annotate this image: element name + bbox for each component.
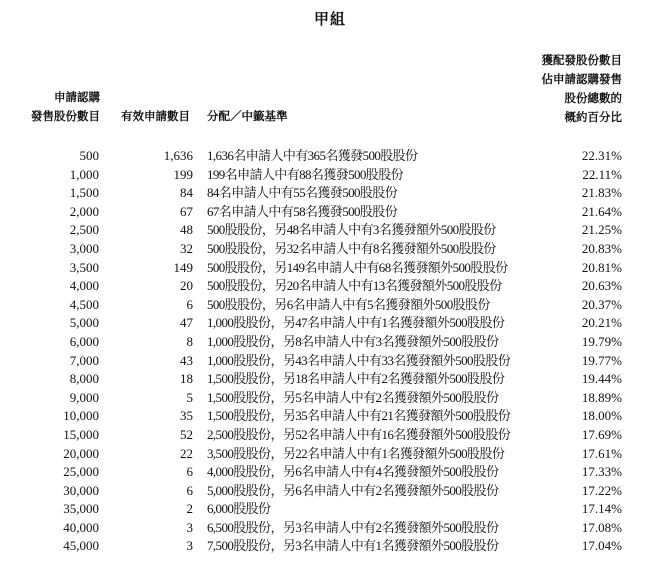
valid-applications-cell: 3: [186, 538, 193, 554]
allocation-basis-cell: 2,500股股份，另52名申請人中有16名獲發額外500股股份: [207, 426, 511, 442]
shares-applied-cell: 25,000: [63, 464, 99, 480]
valid-applications-cell: 35: [180, 408, 193, 424]
allocation-basis-cell: 7,500股股份，另3名申請人中有1名獲發額外500股股份: [207, 538, 499, 554]
valid-applications-cell: 6: [186, 464, 193, 480]
table-row: [0, 500, 660, 519]
header-valid-applications-line1: 有效申請數目: [121, 109, 190, 123]
table-row: [0, 221, 660, 240]
table-row: [0, 352, 660, 371]
table-row: [0, 519, 660, 538]
valid-applications-cell: 5: [186, 389, 193, 405]
allocation-basis-cell: 5,000股股份，另6名申請人中有2名獲發額外500股股份: [207, 482, 499, 498]
valid-applications-cell: 6: [186, 296, 193, 312]
allocation-basis-cell: 500股股份，另6名申請人中有5名獲發額外500股股份: [207, 296, 490, 312]
percentage-cell: 20.21%: [581, 315, 622, 331]
allocation-table: [0, 147, 660, 556]
shares-applied-cell: 6,000: [69, 333, 99, 349]
table-row: [0, 203, 660, 222]
valid-applications-cell: 3: [186, 519, 193, 535]
header-allocation-basis-line1: 分配／中籤基準: [207, 109, 288, 123]
valid-applications-cell: 199: [173, 166, 193, 182]
percentage-cell: 17.08%: [581, 519, 622, 535]
header-shares-applied-line2: 發售股份數目: [31, 109, 100, 123]
allocation-basis-cell: 1,500股股份，另5名申請人中有2名獲發額外500股股份: [207, 389, 499, 405]
valid-applications-cell: 47: [180, 315, 193, 331]
valid-applications-cell: 67: [180, 203, 193, 219]
percentage-cell: 19.77%: [581, 352, 622, 368]
valid-applications-cell: 8: [186, 333, 193, 349]
table-row: [0, 240, 660, 259]
valid-applications-cell: 6: [186, 482, 193, 498]
allocation-basis-cell: 1,000股股份，另43名申請人中有33名獲發額外500股股份: [207, 352, 511, 368]
valid-applications-cell: 20: [180, 278, 193, 294]
percentage-cell: 21.25%: [581, 222, 622, 238]
shares-applied-cell: 4,000: [69, 278, 99, 294]
table-row: [0, 147, 660, 166]
shares-applied-cell: 35,000: [63, 501, 99, 517]
table-row: [0, 407, 660, 426]
allocation-basis-cell: 6,500股股份，另3名申請人中有2名獲發額外500股股份: [207, 519, 499, 535]
percentage-cell: 18.00%: [581, 408, 622, 424]
shares-applied-cell: 8,000: [69, 371, 99, 387]
header-allocation-basis: [207, 107, 288, 126]
percentage-cell: 17.04%: [581, 538, 622, 554]
header-allotted-percentage-line2: 佔申請認購發售: [541, 72, 622, 86]
allocation-basis-cell: 67名申請人中有58名獲發500股股份: [207, 203, 398, 219]
percentage-cell: 21.64%: [581, 203, 622, 219]
allocation-basis-cell: 500股股份，另32名申請人中有8名獲發額外500股股份: [207, 240, 496, 256]
percentage-cell: 20.81%: [581, 259, 622, 275]
shares-applied-cell: 500: [79, 148, 99, 163]
percentage-cell: 22.31%: [581, 148, 622, 163]
header-allotted-percentage: [542, 51, 623, 127]
table-title: 甲組: [313, 10, 346, 28]
header-shares-applied: [31, 88, 100, 126]
valid-applications-cell: 48: [180, 222, 193, 238]
table-row: [0, 463, 660, 482]
valid-applications-cell: 32: [180, 240, 193, 256]
percentage-cell: 19.79%: [581, 333, 622, 349]
allocation-basis-cell: 500股股份，另149名申請人中有68名獲發額外500股股份: [207, 259, 508, 275]
header-allotted-percentage-line3: 股份總數的: [564, 91, 622, 105]
shares-applied-cell: 2,000: [69, 203, 99, 219]
shares-applied-cell: 4,500: [69, 296, 99, 312]
shares-applied-cell: 1,500: [69, 185, 99, 201]
allocation-basis-cell: 1,000股股份，另47名申請人中有1名獲發額外500股股份: [207, 315, 505, 331]
percentage-cell: 17.33%: [581, 464, 622, 480]
shares-applied-cell: 10,000: [63, 408, 99, 424]
allocation-basis-cell: 6,000股股份: [207, 501, 271, 517]
shares-applied-cell: 3,500: [69, 259, 99, 275]
percentage-cell: 17.14%: [581, 501, 622, 517]
percentage-cell: 20.63%: [581, 278, 622, 294]
valid-applications-cell: 52: [180, 426, 193, 442]
header-valid-applications: [121, 107, 190, 126]
shares-applied-cell: 40,000: [63, 519, 99, 535]
shares-applied-cell: 1,000: [69, 166, 99, 182]
percentage-cell: 20.37%: [581, 296, 622, 312]
allocation-basis-cell: 1,500股股份，另18名申請人中有2名獲發額外500股股份: [207, 371, 505, 387]
shares-applied-cell: 3,000: [69, 240, 99, 256]
valid-applications-cell: 84: [180, 185, 193, 201]
allocation-basis-cell: 1,500股股份，另35名申請人中有21名獲發額外500股股份: [207, 408, 511, 424]
allocation-basis-cell: 4,000股股份，另6名申請人中有4名獲發額外500股股份: [207, 464, 499, 480]
table-row: [0, 537, 660, 556]
valid-applications-cell: 18: [180, 371, 193, 387]
header-allotted-percentage-line1: 獲配發股份數目: [541, 53, 622, 67]
table-row: [0, 277, 660, 296]
table-row: [0, 426, 660, 445]
valid-applications-cell: 22: [180, 445, 193, 461]
percentage-cell: 22.11%: [582, 166, 622, 182]
allocation-basis-cell: 199名申請人中有88名獲發500股股份: [207, 166, 404, 182]
percentage-cell: 18.89%: [581, 389, 622, 405]
percentage-cell: 21.83%: [581, 185, 622, 201]
table-row: [0, 333, 660, 352]
percentage-cell: 17.61%: [581, 445, 622, 461]
percentage-cell: 17.22%: [581, 482, 622, 498]
allocation-basis-cell: 500股股份，另20名申請人中有13名獲發額外500股股份: [207, 278, 502, 294]
shares-applied-cell: 15,000: [63, 426, 99, 442]
table-row: [0, 296, 660, 315]
valid-applications-cell: 1,636: [163, 148, 193, 163]
shares-applied-cell: 9,000: [69, 389, 99, 405]
table-row: [0, 314, 660, 333]
table-row: [0, 166, 660, 185]
allocation-basis-cell: 1,636名申請人中有365名獲發500股股份: [207, 148, 418, 163]
percentage-cell: 17.69%: [581, 426, 622, 442]
shares-applied-cell: 2,500: [69, 222, 99, 238]
table-row: [0, 482, 660, 501]
percentage-cell: 20.83%: [581, 240, 622, 256]
percentage-cell: 19.44%: [581, 371, 622, 387]
table-row: [0, 445, 660, 464]
header-allotted-percentage-line4: 概約百分比: [564, 110, 622, 124]
table-row: [0, 389, 660, 408]
shares-applied-cell: 5,000: [69, 315, 99, 331]
shares-applied-cell: 20,000: [63, 445, 99, 461]
table-row: [0, 184, 660, 203]
header-shares-applied-line1: 申請認購: [54, 90, 100, 104]
allocation-basis-cell: 1,000股股份，另8名申請人中有3名獲發額外500股股份: [207, 333, 499, 349]
valid-applications-cell: 43: [180, 352, 193, 368]
allocation-basis-cell: 3,500股股份，另22名申請人中有1名獲發額外500股股份: [207, 445, 505, 461]
table-row: [0, 259, 660, 278]
valid-applications-cell: 2: [186, 501, 193, 517]
allocation-basis-cell: 500股股份，另48名申請人中有3名獲發額外500股股份: [207, 222, 496, 238]
valid-applications-cell: 149: [173, 259, 193, 275]
allocation-basis-cell: 84名申請人中有55名獲發500股股份: [207, 185, 398, 201]
shares-applied-cell: 45,000: [63, 538, 99, 554]
shares-applied-cell: 30,000: [63, 482, 99, 498]
shares-applied-cell: 7,000: [69, 352, 99, 368]
table-row: [0, 370, 660, 389]
